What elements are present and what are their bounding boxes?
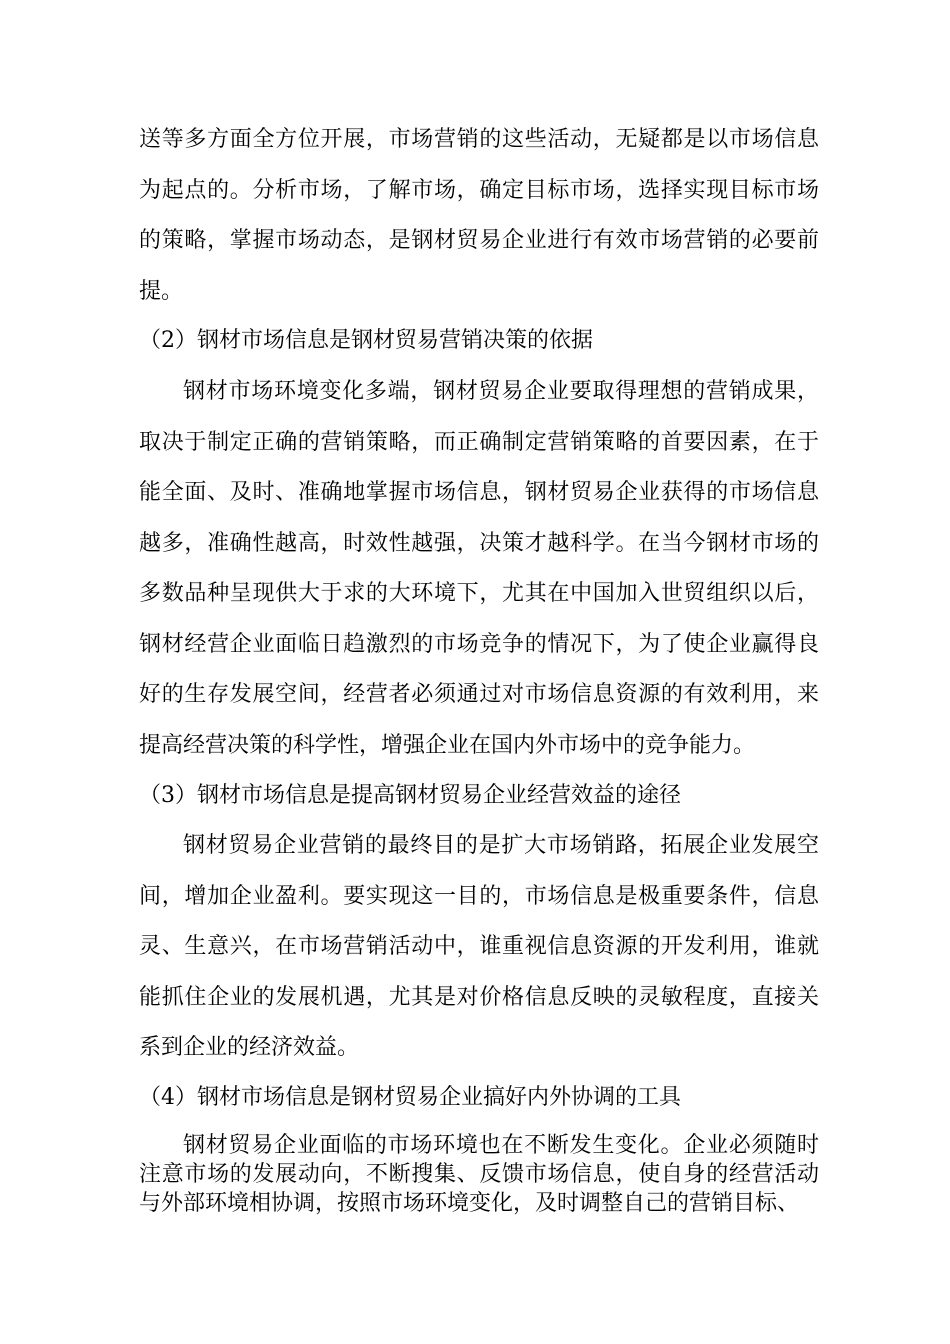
- paragraph-section-2: 钢材市场环境变化多端，钢材贸易企业要取得理想的营销成果，取决于制定正确的营销策略，而正确制定营销策略的首要因素，在于能全面、及时、准确地掌握市场信息，钢材贸易企业获得的市场信息越多，准确性越高，时效性越强，决策才越科学。在当今钢材市场的多数品种呈现供大于求的大环境下，尤其在中国加入世贸组织以后，钢材经营企业面临日趋激烈的市场竞争的情况下，为了使企业赢得良好的生存发展空间，经营者必须通过对市场信息资源的有效利用，来提高经营决策的科学性，增强企业在国内外市场中的竞争能力。: [139, 379, 819, 758]
- paragraph-section-3: 钢材贸易企业营销的最终目的是扩大市场销路，拓展企业发展空间，增加企业盈利。要实现这一目的，市场信息是极重要条件，信息灵、生意兴，在市场营销活动中，谁重视信息资源的开发利用，谁就能抓住企业的发展机遇，尤其是对价格信息反映的灵敏程度，直接关系到企业的经济效益。: [139, 833, 819, 1060]
- section-heading-4: （4）钢材市场信息是钢材贸易企业搞好内外协调的工具: [139, 1085, 681, 1110]
- paragraph-intro-continued: 送等多方面全方位开展，市场营销的这些活动，无疑都是以市场信息为起点的。分析市场，了解市场，确定目标市场，选择实现目标市场的策略，掌握市场动态，是钢材贸易企业进行有效市场营销的必要前提。: [139, 127, 819, 304]
- section-heading-3: （3）钢材市场信息是提高钢材贸易企业经营效益的途径: [139, 783, 681, 808]
- paragraph-section-4: 钢材贸易企业面临的市场环境也在不断发生变化。企业必须随时注意市场的发展动向，不断搜集、反馈市场信息，使自身的经营活动与外部环境相协调，按照市场环境变化，及时调整自己的营销目标、: [139, 1133, 819, 1216]
- section-heading-2: （2）钢材市场信息是钢材贸易营销决策的依据: [139, 328, 593, 353]
